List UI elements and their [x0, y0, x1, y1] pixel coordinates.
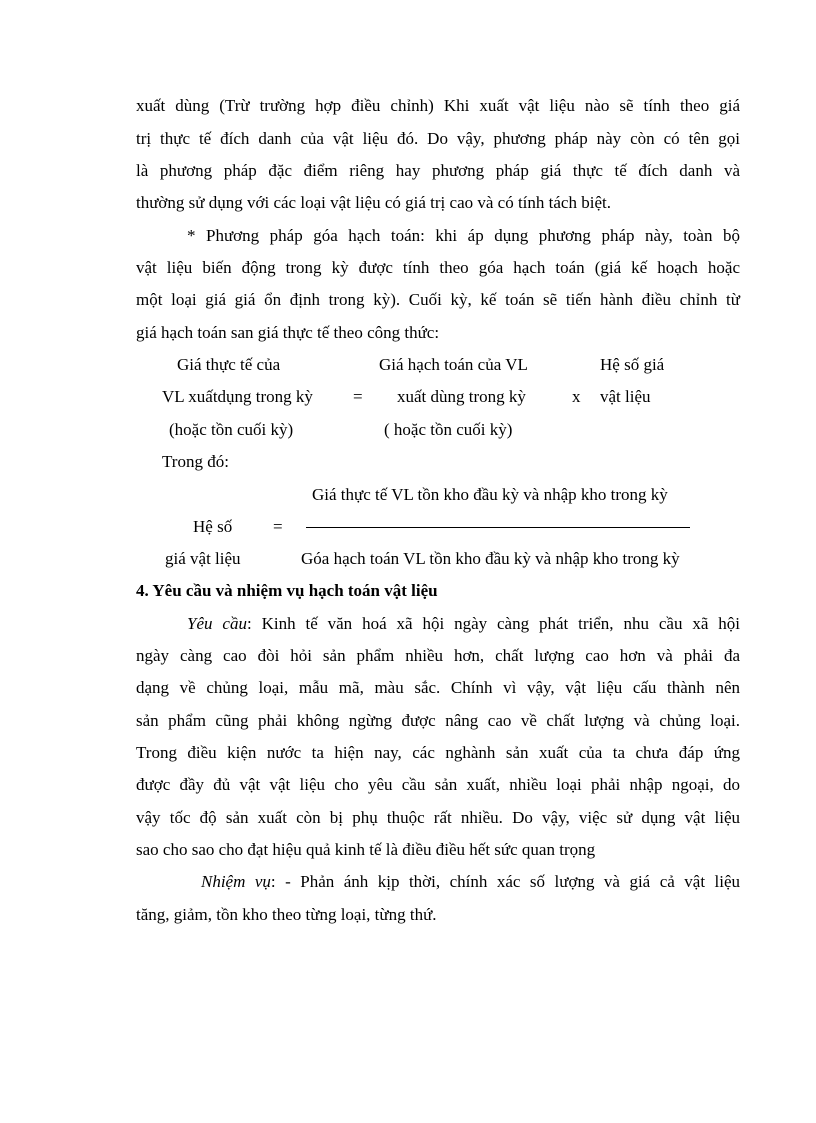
paragraph-line: ngày càng cao đòi hỏi sản phẩm nhiều hơn, chất lượng cao hơn và phải đa [136, 646, 740, 665]
paragraph-line: trị thực tế đích danh của vật liệu đó. Do vậy, phương pháp này còn có tên gọi [136, 129, 740, 148]
paragraph-line: một loại giá giá ổn định trong kỳ). Cuối kỳ, kế toán sẽ tiến hành điều chỉnh từ [136, 290, 740, 309]
formula1-middle-line: Giá hạch toán của VL [379, 355, 528, 374]
paragraph-line: sao cho sao cho đạt hiệu quả kinh tế là điều điều hết sức quan trọng [136, 840, 596, 859]
requirements-first-line [187, 614, 740, 634]
requirements-first-text: : Kinh tế văn hoá xã hội ngày càng phát triển, nhu cầu xã hội [246, 614, 740, 633]
formula2-label-top: Hệ số [193, 517, 233, 536]
paragraph-line: giá hạch toán san giá thực tế theo công thức: [136, 323, 440, 342]
formula1-right-line: Hệ số giá [600, 355, 665, 374]
fraction-bar [306, 527, 690, 528]
requirements-label: Yêu cầu [187, 614, 247, 633]
formula1-left-line: Giá thực tế của [177, 355, 281, 374]
formula1-left-line: VL xuấtdụng trong kỳ [162, 387, 313, 406]
formula1-times: x [572, 387, 581, 406]
where-label: Trong đó: [162, 452, 229, 471]
formula1-middle-line: xuất dùng trong kỳ [397, 387, 526, 406]
tasks-label: Nhiệm vụ [201, 872, 271, 891]
formula1-equals: = [353, 387, 363, 406]
paragraph-line: * Phương pháp góa hạch toán: khi áp dụng phương pháp này, toàn bộ [187, 226, 740, 245]
paragraph-line: Trong điều kiện nước ta hiện nay, các nghành sản xuất của ta chưa đáp ứng [136, 743, 740, 762]
paragraph-line: là phương pháp đặc điểm riêng hay phương pháp giá thực tế đích danh và [136, 161, 740, 180]
paragraph-line: vật liệu biến động trong kỳ được tính theo góa hạch toán (giá kế hoạch hoặc [136, 258, 740, 277]
paragraph-line: dạng về chủng loại, mẫu mã, màu sắc. Chính vì vậy, vật liệu cấu thành nên [136, 678, 740, 697]
tasks-first-line [201, 872, 740, 892]
formula2-numerator: Giá thực tế VL tồn kho đầu kỳ và nhập kho trong kỳ [312, 485, 668, 504]
paragraph-line: được đầy đủ vật vật liệu cho yêu cầu sản xuất, nhiều loại phải nhập ngoại, do [136, 775, 740, 794]
formula2-label-bottom: giá vật liệu [165, 549, 241, 568]
paragraph-line: vậy tốc độ sản xuất còn bị phụ thuộc rất nhiều. Do vậy, việc sử dụng vật liệu [136, 808, 740, 827]
formula2-denominator: Góa hạch toán VL tồn kho đầu kỳ và nhập kho trong kỳ [301, 549, 680, 568]
formula1-left-line: (hoặc tồn cuối kỳ) [169, 420, 294, 439]
paragraph-line: thường sử dụng với các loại vật liệu có giá trị cao và có tính tách biệt. [136, 193, 611, 212]
paragraph-line: sản phẩm cũng phải không ngừng được nâng cao về chất lượng và chủng loại. [136, 711, 740, 730]
paragraph-line: xuất dùng (Trừ trường hợp điều chỉnh) Khi xuất vật liệu nào sẽ tính theo giá [136, 96, 740, 115]
formula1-middle-line: ( hoặc tồn cuối kỳ) [384, 420, 513, 439]
tasks-first-text: : - Phản ánh kịp thời, chính xác số lượng và giá cả vật liệu [270, 872, 741, 891]
section-heading: 4. Yêu cầu và nhiệm vụ hạch toán vật liệu [136, 581, 438, 600]
formula2-equals: = [273, 517, 283, 536]
formula1-right-line: vật liệu [600, 387, 651, 406]
paragraph-line: tăng, giảm, tồn kho theo từng loại, từng thứ. [136, 905, 437, 924]
